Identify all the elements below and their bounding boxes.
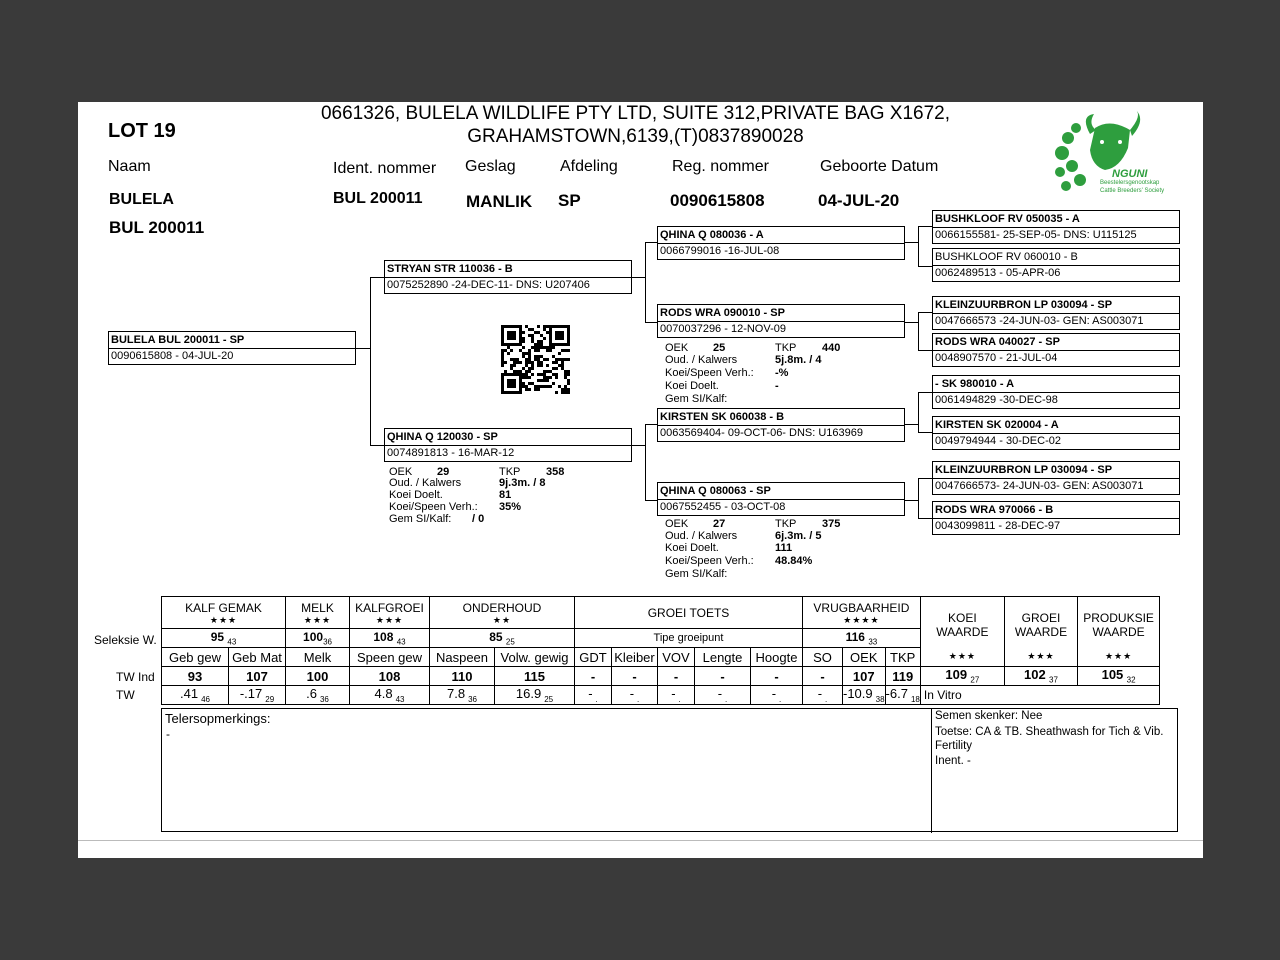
tw-cell: - $_.$ [751,686,803,705]
twind-cell: 108 [350,667,430,686]
sdd-info: 0048907570 - 21-JUL-04 [935,352,1058,364]
connector [645,424,646,500]
column-header: OEK [843,648,886,667]
star-rating: ★★★★ [843,615,880,625]
group-groei-toets: GROEI TOETS [575,597,803,629]
column-header: Hoogte [751,648,803,667]
stat-value: 29 [437,466,450,478]
breeding-values-table [161,596,1160,705]
stat-label: TKP [775,518,797,530]
stat-label: OEK [389,466,413,478]
stat-label: Gem SI/Kalf: [665,568,728,580]
cell: $100_{36}$ [286,629,350,648]
value-afdeling: SP [558,191,581,210]
pedigree-sire [384,260,632,294]
tw-cell: - $_.$ [695,686,751,705]
ssd-name: BUSHKLOOF RV 060010 - B [933,250,1179,266]
pedigree-dam [384,428,632,462]
remarks-divider [931,709,932,833]
pedigree-subject [108,331,356,365]
star-rating: ★★ [492,615,512,625]
stat-label: TKP [775,342,797,354]
column-header: Naspeen [430,648,495,667]
connector [918,432,932,433]
sd-info: 0070037296 - 12-NOV-09 [660,323,786,335]
star-rating: ★★★ [1027,651,1055,661]
stat-value: - [775,380,779,392]
twind-cell: - [751,667,803,686]
cell: 116 $_{33}$ [803,629,921,648]
stat-label: Koei/Speen Verh.: [665,555,754,567]
dd-info: 0067552455 - 03-OCT-08 [660,501,786,513]
star-rating: ★★★ [209,615,238,625]
stat-label: Gem SI/Kalf: [389,513,452,525]
label-geslag: Geslag [465,158,516,175]
tw-cell: -6.7 $_{18}$ [885,686,920,704]
column-header: TKP [885,648,920,667]
twind-cell: 115 [495,667,575,686]
ss-name: QHINA Q 080036 - A [658,228,904,244]
connector [370,277,371,445]
dam-dam-stats [665,518,885,578]
divider [78,840,1203,841]
cell: 95 $_{43}$ [162,629,286,648]
cell-tipe: Tipe groeipunt [575,629,803,648]
connector [356,348,371,349]
stat-value: 5j.8m. / 4 [775,354,822,366]
logo-sub-1: Beestelersgenootskap [1100,180,1160,186]
twind-cell: 110 [430,667,495,686]
pedigree-dsd [932,416,1180,450]
stat-value: 358 [546,466,565,478]
column-header: Geb gew [162,648,229,667]
column-header: Volw. gewig [495,648,575,667]
sss-info: 0066155581- 25-SEP-05- DNS: U115125 [935,229,1137,241]
group-kalfgroei: KALFGROEI ★★★ [350,597,430,629]
dsd-info: 0049794944 - 30-DEC-02 [935,435,1061,447]
ss-info: 0066799016 -16-JUL-08 [660,245,780,257]
group-produksie-waarde: PRODUKSIE WAARDE ★★★ [1078,597,1160,667]
owner-line-2: GRAHAMSTOWN,6139,(T)0837890028 [467,126,804,147]
connector [905,242,919,243]
twind-cell: 119 [885,667,920,686]
remarks-title: Telersopmerkings: [165,711,271,726]
stat-value: 111 [775,542,793,554]
connector [918,226,932,227]
connector [632,277,646,278]
pedigree-sdd [932,333,1180,367]
tw-cell: .41 $_{46}$ [162,686,229,705]
tw-cell: -.17 $_{29}$ [229,686,286,705]
dd-name: QHINA Q 080063 - SP [658,484,904,500]
waarde-cell: 109 $_{27}$ [920,667,1004,686]
stat-label: OEK [665,518,689,530]
waarde-cell: 102 $_{37}$ [1004,667,1077,686]
value-ident: BUL 200011 [333,190,423,207]
stat-value: -% [775,367,789,379]
stat-label: Koei Doelt. [389,489,443,501]
value-geboorte: 04-JUL-20 [818,191,900,210]
label-ident: Ident. nommer [333,160,437,177]
twind-cell: 100 [286,667,350,686]
remarks-text: - [166,727,170,741]
logo-sub-2: Cattle Breeders' Society [1100,188,1165,194]
twind-cell: 107 [843,667,886,686]
logo-name: NGUNI [1112,168,1148,180]
column-header: Lengte [695,648,751,667]
dss-info: 0061494829 -30-DEC-98 [935,394,1058,406]
qr-code-icon [496,324,576,394]
sire-info: 0075252890 -24-DEC-11- DNS: U207406 [387,279,590,291]
pedigree-dss [932,375,1180,409]
ds-name: KIRSTEN SK 060038 - B [658,410,904,426]
stat-label: OEK [665,342,689,354]
group-kalf-gemak: KALF GEMAK ★★★ [162,597,286,629]
group-koei-waarde: KOEI WAARDE ★★★ [920,597,1004,667]
connector [918,518,932,519]
connector [905,322,919,323]
column-header: Geb Mat [229,648,286,667]
pedigree-dds [932,461,1180,495]
pedigree-ssd [932,248,1180,282]
tw-cell: 7.8 $_{36}$ [430,686,495,705]
connector [918,312,919,350]
ds-info: 0063569404- 09-OCT-06- DNS: U163969 [660,427,864,439]
connector [918,266,932,267]
connector [632,445,646,446]
tw-cell: - $_.$ [658,686,695,705]
row-label-seleksie: Seleksie W. [94,633,157,647]
tw-cell: -10.9 $_{38}$ [843,686,885,704]
stat-value: 27 [713,518,726,530]
catalogue-sheet [78,102,1203,858]
connector [918,392,932,393]
twind-cell: - [803,667,843,686]
connector [645,242,646,322]
in-vitro-cell: In Vitro [920,686,1159,705]
sire-dam-stats [665,342,885,405]
stat-value: 48.84% [775,555,813,567]
remarks-box [161,708,1178,832]
twind-cell: - [612,667,658,686]
stat-value: 440 [822,342,841,354]
dam-stats [389,466,589,526]
stat-value: 35% [499,501,522,513]
dss-name: - SK 980010 - A [933,377,1179,393]
subject-name: BULELA BUL 200011 - SP [109,333,355,349]
connector [370,277,384,278]
stat-label: Koei Doelt. [665,542,719,554]
label-afdeling: Afdeling [560,158,618,175]
sd-name: RODS WRA 090010 - SP [658,306,904,322]
lot-number: LOT 19 [108,120,176,142]
pedigree-sire-sire [657,226,905,260]
star-rating: ★★★ [375,615,404,625]
tw-cell: - $_.$ [575,686,612,705]
connector [645,424,657,425]
dsd-name: KIRSTEN SK 020004 - A [933,418,1179,434]
pedigree-sire-dam [657,304,905,338]
value-naam-2: BUL 200011 [109,218,205,237]
tw-cell: 4.8 $_{43}$ [350,686,430,705]
column-header: GDT [575,648,612,667]
column-header: Melk [286,648,350,667]
nguni-logo [1050,108,1165,200]
group-melk: MELK ★★★ [286,597,350,629]
tw-cell: .6 $_{36}$ [286,686,350,705]
stat-label: TKP [499,466,521,478]
cattle-head-icon [1050,108,1160,200]
value-reg: 0090615808 [670,191,765,210]
cell: 108 $_{43}$ [350,629,430,648]
stat-value: 375 [822,518,841,530]
row-label-twind: TW Ind [116,670,155,684]
owner-address [278,102,993,148]
value-naam: BULELA [109,191,174,208]
star-rating: ★★★ [303,615,332,625]
ddd-name: RODS WRA 970066 - B [933,503,1179,519]
connector [918,312,932,313]
connector [918,226,919,266]
connector [645,322,657,323]
stat-label: Koei Doelt. [665,380,719,392]
label-reg: Reg. nommer [672,158,769,175]
twind-cell: 107 [229,667,286,686]
dds-name: KLEINZUURBRON LP 030094 - SP [933,463,1179,479]
sds-info: 0047666573 -24-JUN-03- GEN: AS003071 [935,315,1144,327]
connector [905,424,919,425]
connector [645,242,657,243]
stat-value: 25 [713,342,726,354]
ddd-info: 0043099811 - 28-DEC-97 [935,520,1061,532]
subject-info: 0090615808 - 04-JUL-20 [111,350,234,362]
dam-name: QHINA Q 120030 - SP [385,430,631,446]
connector [905,500,919,501]
stat-label: Gem SI/Kalf: [665,393,728,405]
group-onderhoud: ONDERHOUD ★★ [430,597,575,629]
column-header: VOV [658,648,695,667]
sire-name: STRYAN STR 110036 - B [385,262,631,278]
connector [645,500,657,501]
connector [918,478,919,518]
connector [918,350,932,351]
group-groei-waarde: GROEI WAARDE ★★★ [1004,597,1077,667]
pedigree-ddd [932,501,1180,535]
sdd-name: RODS WRA 040027 - SP [933,335,1179,351]
sss-name: BUSHKLOOF RV 050035 - A [933,212,1179,228]
column-header: Kleiber [612,648,658,667]
stat-label: Koei/Speen Verh.: [389,501,478,513]
connector [918,478,932,479]
group-vrugbaarheid: VRUGBAARHEID ★★★★ [803,597,921,629]
twind-cell: 93 [162,667,229,686]
stat-label: Koei/Speen Verh.: [665,367,754,379]
waarde-cell: 105 $_{32}$ [1078,667,1160,686]
tw-cell: - $_.$ [803,686,843,705]
label-geboorte: Geboorte Datum [820,158,939,175]
row-label-tw: TW [116,688,135,702]
toetse-info: Toetse: CA & TB. Sheathwash for Tich & Vib. Fertility [935,726,1164,752]
pedigree-sds [932,296,1180,330]
connector [370,445,384,446]
owner-line-1: 0661326, BULELA WILDLIFE PTY LTD, SUITE 312,PRIVATE BAG X1672, [320,103,951,124]
pedigree-dam-dam [657,482,905,516]
column-header: SO [803,648,843,667]
inent-info: Inent. - [935,755,971,767]
pedigree-sss [932,210,1180,244]
twind-cell: - [658,667,695,686]
stat-value: / 0 [472,513,485,525]
stat-value: 9j.3m. / 8 [499,477,546,489]
connector [918,392,919,432]
cell: 85 $_{25}$ [430,629,575,648]
sds-name: KLEINZUURBRON LP 030094 - SP [933,298,1179,314]
table-twind-row [162,667,1160,686]
tw-cell: - $_.$ [612,686,658,705]
table-group-row [162,597,1160,629]
stat-label: Oud. / Kalwers [665,354,738,366]
ssd-info: 0062489513 - 05-APR-06 [935,267,1061,279]
tw-cell: 16.9 $_{25}$ [495,686,575,705]
star-rating: ★★★ [1104,651,1133,661]
label-naam: Naam [108,158,151,175]
pedigree-dam-sire [657,408,905,442]
stat-label: Oud. / Kalwers [389,477,462,489]
dam-info: 0074891813 - 16-MAR-12 [387,447,515,459]
table-tw-row [162,686,1160,705]
stat-label: Oud. / Kalwers [665,530,738,542]
twind-cell: - [575,667,612,686]
twind-cell: - [695,667,751,686]
star-rating: ★★★ [948,651,976,661]
dds-info: 0047666573- 24-JUN-03- GEN: AS003071 [935,480,1144,492]
stat-value: 6j.3m. / 5 [775,530,822,542]
value-geslag: MANLIK [466,192,533,211]
stat-value: 81 [499,489,512,501]
semen-info: Semen skenker: Nee [935,710,1043,722]
column-header: Speen gew [350,648,430,667]
